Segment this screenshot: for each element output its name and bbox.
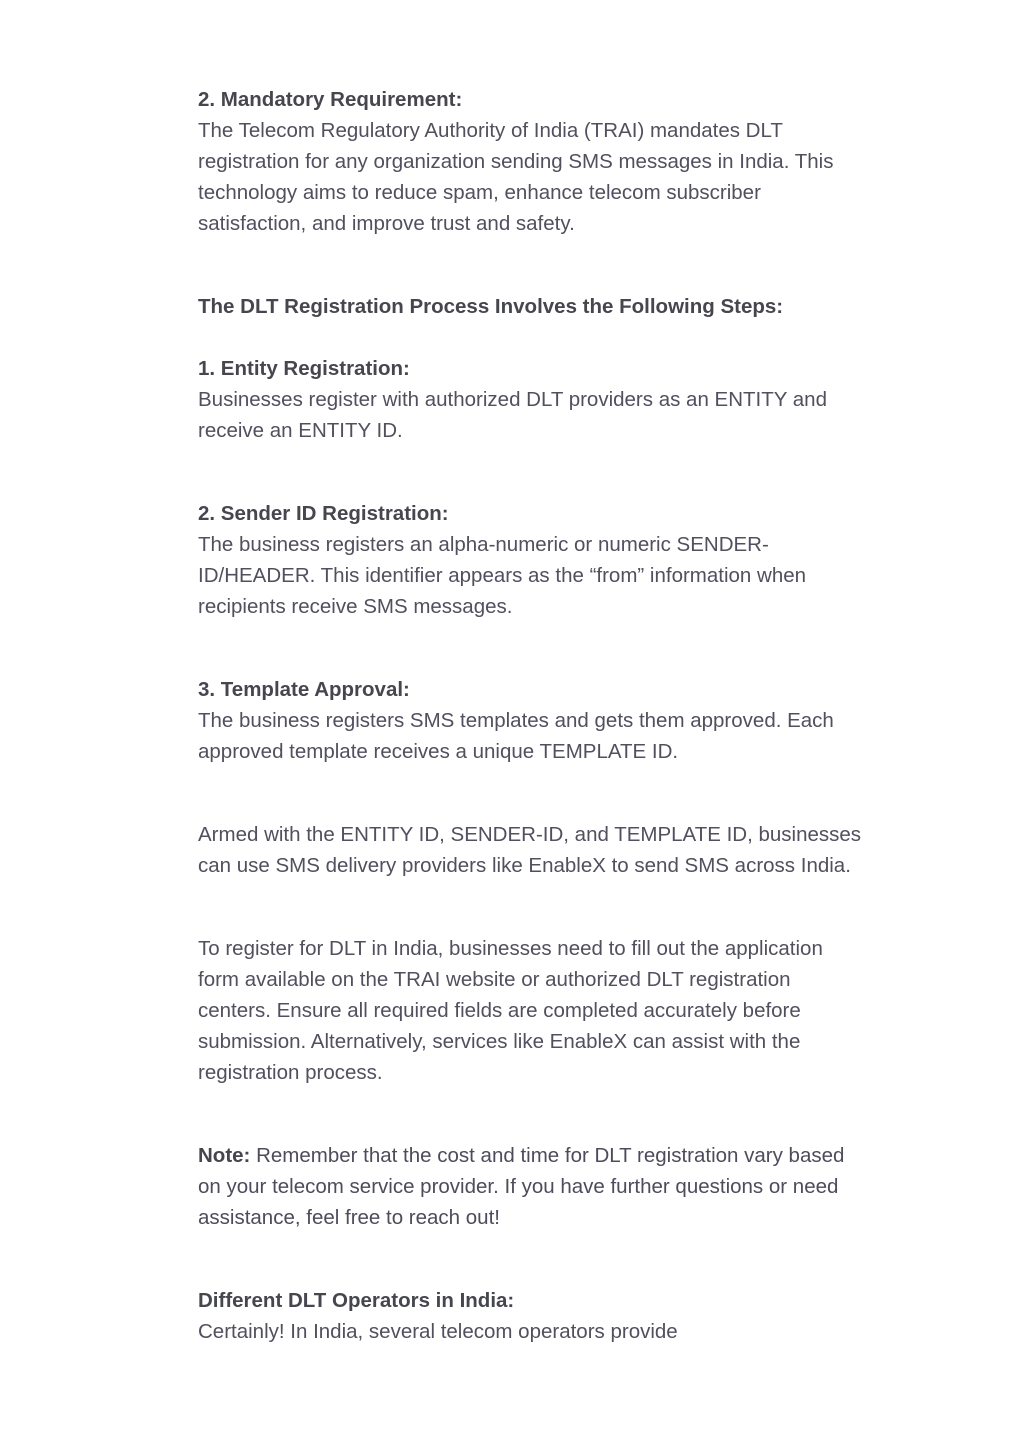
dlt-operators-heading: Different DLT Operators in India: — [198, 1289, 515, 1312]
mandatory-requirement-text: The Telecom Regulatory Authority of India (TRAI) mandates DLT registration for any organization sending SMS messages in India. This technology aims to reduce spam, enhance telecom subscriber satisfaction, and improve trust and safety. — [198, 119, 834, 235]
note-label: Note: — [198, 1144, 251, 1167]
section-dlt-operators — [198, 1285, 868, 1347]
document-page — [198, 84, 868, 1347]
entity-registration-heading: 1. Entity Registration: — [198, 357, 410, 380]
sender-id-registration-heading: 2. Sender ID Registration: — [198, 502, 449, 525]
section-entity-registration — [198, 353, 868, 446]
section-note — [198, 1140, 868, 1233]
template-approval-heading: 3. Template Approval: — [198, 678, 410, 701]
section-sender-id-registration — [198, 498, 868, 622]
armed-text: Armed with the ENTITY ID, SENDER-ID, and TEMPLATE ID, businesses can use SMS delivery providers like EnableX to send SMS across India. — [198, 823, 862, 877]
mandatory-requirement-heading: 2. Mandatory Requirement: — [198, 88, 463, 111]
note-text: Remember that the cost and time for DLT registration vary based on your telecom service provider. If you have further questions or need assistance, feel free to reach out! — [198, 1144, 845, 1229]
register-text: To register for DLT in India, businesses need to fill out the application form available on the TRAI website or authorized DLT registration centers. Ensure all required fields are completed accurately before submission. Alternatively, services like EnableX can assist with the registration process. — [198, 937, 823, 1084]
sender-id-registration-text: The business registers an alpha-numeric or numeric SENDER-ID/HEADER. This identifier appears as the “from” information when recipients receive SMS messages. — [198, 533, 807, 618]
process-heading: The DLT Registration Process Involves the Following Steps: — [198, 295, 784, 318]
dlt-operators-text: Certainly! In India, several telecom operators provide — [198, 1320, 678, 1343]
section-armed — [198, 819, 868, 881]
section-mandatory-requirement — [198, 84, 868, 239]
section-register — [198, 933, 868, 1088]
entity-registration-text: Businesses register with authorized DLT providers as an ENTITY and receive an ENTITY ID. — [198, 388, 827, 442]
template-approval-text: The business registers SMS templates and gets them approved. Each approved template receives a unique TEMPLATE ID. — [198, 709, 834, 763]
section-process-heading — [198, 291, 868, 322]
section-template-approval — [198, 674, 868, 767]
